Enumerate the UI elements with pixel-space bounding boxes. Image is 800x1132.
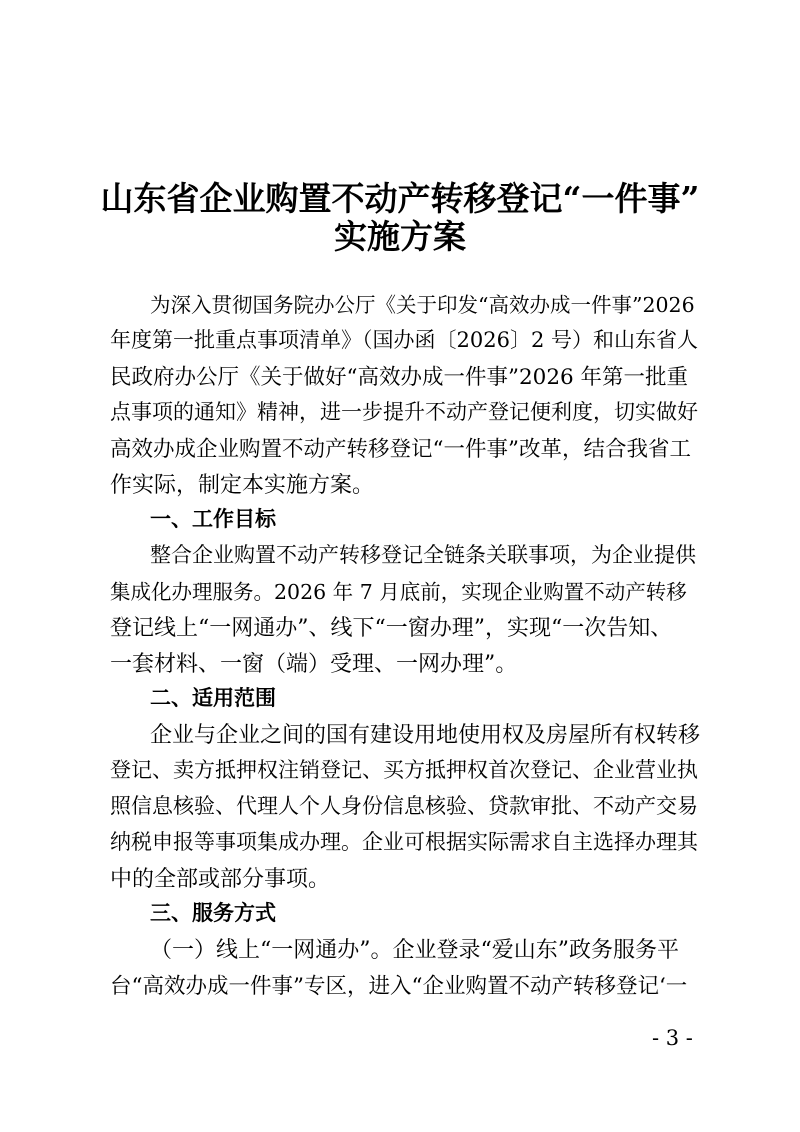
paragraph-line: 纳税申报等事项集成办理。企业可根据实际需求自主选择办理其: [110, 830, 698, 854]
paragraph-line: 为深入贯彻国务院办公厅《关于印发“高效办成一件事”2026: [150, 293, 695, 317]
paragraph-line: 点事项的通知》精神，进一步提升不动产登记便利度，切实做好: [110, 400, 698, 424]
paragraph-line: 民政府办公厅《关于做好“高效办成一件事”2026 年第一批重: [110, 365, 689, 390]
document-title-line-2: 实施方案: [334, 217, 466, 256]
paragraph-line: 整合企业购置不动产转移登记全链条关联事项，为企业提供: [150, 543, 696, 567]
paragraph-line: 中的全部或部分事项。: [110, 867, 331, 892]
paragraph-line: 企业与企业之间的国有建设用地使用权及房屋所有权转移: [150, 723, 701, 748]
paragraph-line: 登记、卖方抵押权注销登记、买方抵押权首次登记、企业营业执: [110, 758, 698, 782]
section-heading: 三、服务方式: [150, 901, 276, 925]
paragraph-line: 高效办成企业购置不动产转移登记“一件事”改革，结合我省工: [110, 437, 691, 462]
paragraph-line: 作实际，制定本实施方案。: [110, 473, 375, 498]
paragraph-line: （一）线上“一网通办”。企业登录“爱山东”政务服务平: [150, 938, 679, 963]
paragraph-line: 一套材料、一窗（端）受理、一网办理”。: [110, 652, 518, 677]
page-number: - 3 -: [652, 1026, 693, 1050]
section-heading: 二、适用范围: [150, 686, 276, 710]
paragraph-line: 集成化办理服务。2026 年 7 月底前，实现企业购置不动产转移: [110, 580, 687, 604]
paragraph-line: 台“高效办成一件事”专区，进入“企业购置不动产转移登记‘一: [110, 974, 688, 999]
section-heading: 一、工作目标: [150, 507, 276, 531]
document-title-line-1: 山东省企业购置不动产转移登记“一件事”: [100, 179, 700, 218]
paragraph-line: 照信息核验、代理人个人身份信息核验、贷款审批、不动产交易: [110, 794, 698, 818]
paragraph-line: 登记线上“一网通办”、线下“一窗办理”，实现“一次告知、: [110, 616, 673, 641]
paragraph-line: 年度第一批重点事项清单》（国办函〔2026〕2 号）和山东省人: [110, 328, 698, 352]
